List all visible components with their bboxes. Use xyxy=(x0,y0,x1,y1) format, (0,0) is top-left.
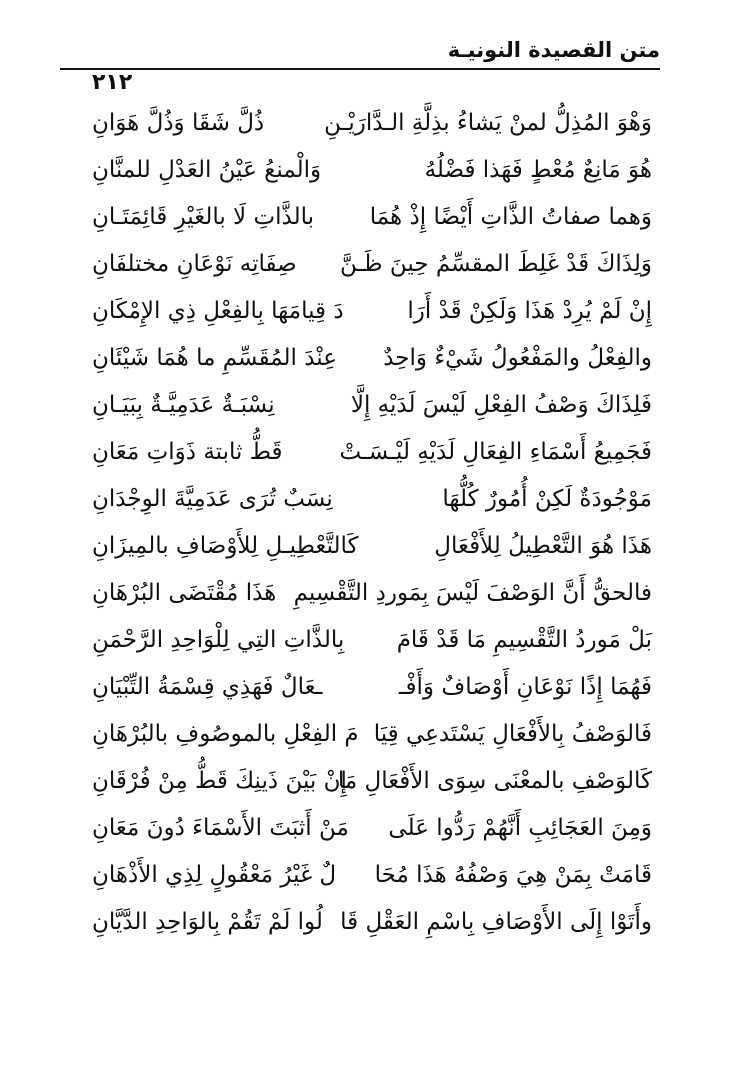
verse-line xyxy=(92,899,652,946)
verse-first-hemistich: كَالوَصْفِ بالمعْنَى سِوَى الأَفْعَالِ مَا xyxy=(337,768,652,794)
verse-line xyxy=(92,100,652,147)
verse-second-hemistich: ـعَالٌ فَهَذِي قِسْمَةُ التِّبْيَانِ xyxy=(92,674,323,700)
verse-first-hemistich: هُوَ مَانِعٌ مُعْطٍ فَهَذا فَضْلُهُ xyxy=(424,157,652,183)
verse-first-hemistich: وأَتَوْا إِلَى الأَوْصَافِ بِاسْمِ العَقْلِ قَا xyxy=(340,909,652,935)
verse-first-hemistich: بَلْ مَوردُ التَّقْسِيمِ مَا قَدْ قَامَ xyxy=(396,627,652,653)
verse-second-hemistich: بِالذَّاتِ التِي لِلْوَاحِدِ الرَّحْمَنِ xyxy=(92,627,345,653)
verse-second-hemistich: مَ الفِعْلِ بالموصُوفِ بالبُرْهَانِ xyxy=(92,721,359,747)
page-number: ٢١٢ xyxy=(92,70,133,95)
verse-first-hemistich: قَامَتْ بِمَنْ هِيَ وَصْفُهُ هَذَا مُحَا xyxy=(374,862,652,888)
verse-second-hemistich: هَذَا مُقْتَضَى البُرْهَانِ xyxy=(92,580,277,606)
verse-line xyxy=(92,664,652,711)
verse-second-hemistich: وَالْمنعُ عَيْنُ العَدْلِ للمنَّانِ xyxy=(92,157,322,183)
verse-first-hemistich: وَمِنَ العَجَائِبِ أَنَّهُمْ رَدُّوا عَلَى xyxy=(388,815,652,841)
verse-line xyxy=(92,429,652,476)
verse-line xyxy=(92,570,652,617)
verse-second-hemistich: نِسَبٌ تُرَى عَدَمِيَّةَ الوِجْدَانِ xyxy=(92,486,333,512)
verse-line xyxy=(92,711,652,758)
verse-second-hemistich: كَالتَّعْطِيـلِ لِلأَوْصَافِ بالمِيزَانِ xyxy=(92,533,359,559)
verse-second-hemistich: نِسْبَـةٌ عَدَمِيَّـةٌ بِبَيَـانِ xyxy=(92,392,275,418)
verse-line xyxy=(92,758,652,805)
running-header xyxy=(60,34,660,70)
verse-first-hemistich: وَلِذَاكَ قَدْ غَلِطَ المقسِّمُ حِينَ ظَـنَّ xyxy=(339,251,652,277)
verse-second-hemistich: ذُلَّ شَقَا وَذُلَّ هَوَانِ xyxy=(92,110,265,136)
verse-line xyxy=(92,194,652,241)
verse-line xyxy=(92,852,652,899)
verse-second-hemistich: عِنْدَ المُقَسِّمِ ما هُمَا شَيْئَانِ xyxy=(92,345,337,371)
verse-first-hemistich: هَذَا هُوَ التَّعْطِيلُ لِلأَفْعَالِ xyxy=(434,533,652,559)
verse-line xyxy=(92,523,652,570)
verse-second-hemistich: لٌ غَيْرُ مَعْقُولٍ لِذِي الأَذْهَانِ xyxy=(92,862,337,888)
verse-line xyxy=(92,476,652,523)
verse-first-hemistich: وَهْوَ المُذِلُّ لمنْ يَشاءُ بذِلَّةِ الـدَّارَيْـنِ xyxy=(324,110,652,136)
verse-first-hemistich: وَهما صفاتُ الذَّاتِ أَيْضًا إِذْ هُمَا xyxy=(369,204,652,230)
verse-second-hemistich: قَطُّ ثابتة ذَوَاتِ مَعَانِ xyxy=(92,439,283,465)
verse-second-hemistich: لُوا لَمْ تَقُمْ بِالوَاحِدِ الدَّيَّانِ xyxy=(92,909,323,935)
verse-line xyxy=(92,805,652,852)
poem-body xyxy=(92,100,652,946)
verse-first-hemistich: فالحقُّ أَنَّ الوَصْفَ لَيْسَ بِمَوردِ التَّقْسِيمِ xyxy=(293,580,652,606)
verse-first-hemistich: مَوْجُودَةٌ لَكِنْ أُمُورٌ كُلُّهَا xyxy=(442,486,652,512)
verse-first-hemistich: إِنْ لَمْ يُرِدْ هَذَا وَلَكِنْ قَدْ أَرَا xyxy=(407,298,652,324)
running-title: متن القصيدة النونيـة xyxy=(447,38,660,62)
verse-second-hemistich: دَ قِيامَهَا بِالفِعْلِ ذِي الإِمْكَانِ xyxy=(92,298,344,324)
verse-line xyxy=(92,147,652,194)
verse-second-hemistich: بالذَّاتِ لَا بالغَيْرِ قَائِمَتَـانِ xyxy=(92,204,315,230)
verse-line xyxy=(92,335,652,382)
verse-first-hemistich: فَلِذَاكَ وَصْفُ الفِعْلِ لَيْسَ لَدَيْهِ إِلَّا xyxy=(350,392,652,418)
verse-second-hemistich: إِنْ بَيْنَ ذَينِكَ قَطُّ مِنْ فُرْقَانِ xyxy=(92,768,347,794)
verse-second-hemistich: مَنْ أَثبَتَ الأَسْمَاءَ دُونَ مَعَانِ xyxy=(92,815,349,841)
verse-second-hemistich: صِفَاتِه نَوْعَانِ مختلفَانِ xyxy=(92,251,297,277)
verse-line xyxy=(92,382,652,429)
verse-line xyxy=(92,617,652,664)
verse-line xyxy=(92,288,652,335)
verse-line xyxy=(92,241,652,288)
verse-first-hemistich: فَهُمَا إِذًا نَوْعَانِ أَوْصَافٌ وَأَفْـ xyxy=(398,674,652,700)
verse-first-hemistich: فَجَمِيعُ أَسْمَاءِ الفِعَالِ لَدَيْهِ لَيْـسَـتْ xyxy=(339,439,652,465)
verse-first-hemistich: فَالوَصْفُ بِالأَفْعَالِ يَسْتَدعِي قِيَا xyxy=(373,721,652,747)
verse-first-hemistich: والفِعْلُ والمَفْعُولُ شَيْءٌ وَاحِدٌ xyxy=(383,345,652,371)
